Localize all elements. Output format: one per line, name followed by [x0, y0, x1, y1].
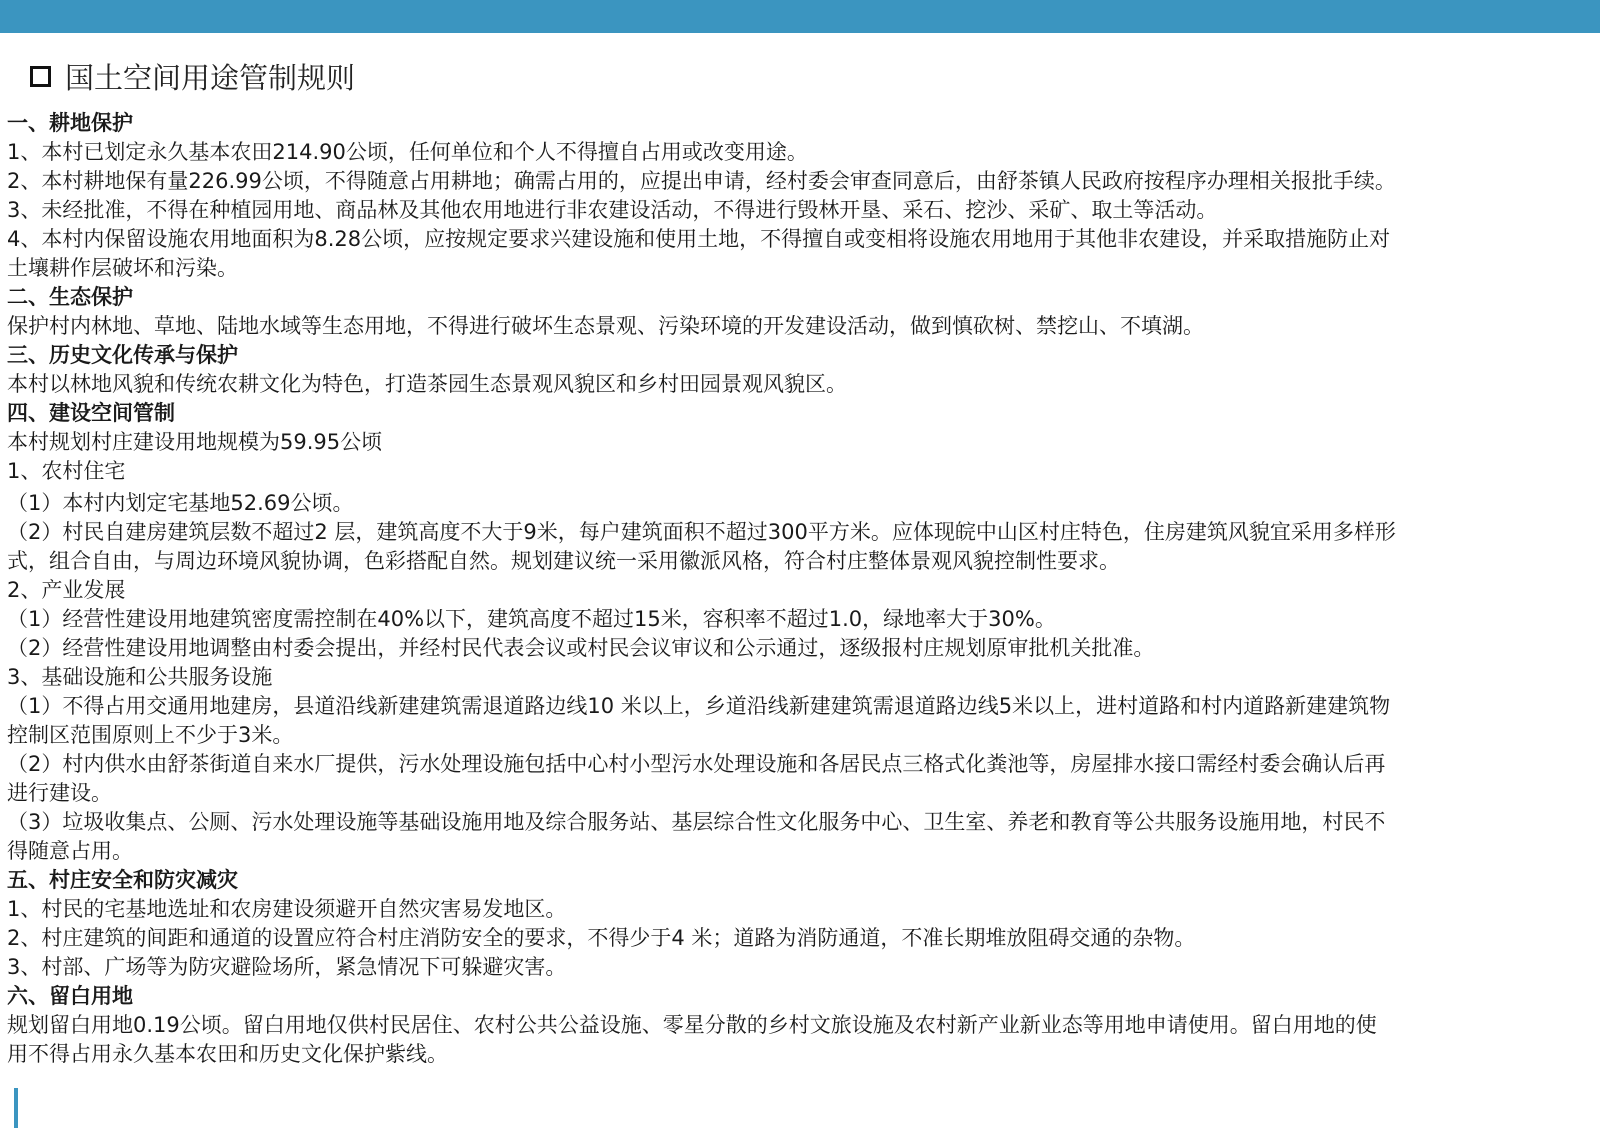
body-text-line: （2）经营性建设用地调整由村委会提出，并经村民代表会议或村民会议审议和公示通过，逐级报村庄规划原审批机关批准。 — [7, 636, 1155, 660]
body-text-line: 4、本村内保留设施农用地面积为8.28公顷，应按规定要求兴建设施和使用土地，不得擅自或变相将设施农用地用于其他非农建设，并采取措施防止对 — [7, 227, 1391, 251]
body-text-line: （1）不得占用交通用地建房，县道沿线新建建筑需退道路边线10 米以上，乡道沿线新建建筑需退道路边线5米以上，进村道路和村内道路新建建筑物 — [7, 694, 1391, 718]
section-heading: 三、历史文化传承与保护 — [7, 343, 238, 367]
body-text-line: 规划留白用地0.19公顷。留白用地仅供村民居住、农村公共公益设施、零星分散的乡村文旅设施及农村新产业新业态等用地申请使用。留白用地的使 — [7, 1013, 1377, 1037]
square-bullet-icon — [30, 66, 51, 87]
left-accent-marker — [14, 1088, 18, 1128]
body-text-line: 3、村部、广场等为防灾避险场所，紧急情况下可躲避灾害。 — [7, 955, 567, 979]
section-heading: 四、建设空间管制 — [7, 401, 175, 425]
body-text-line: （2）村内供水由舒茶街道自来水厂提供，污水处理设施包括中心村小型污水处理设施和各居民点三格式化粪池等，房屋排水接口需经村委会确认后再 — [7, 752, 1386, 776]
slide-title-row — [30, 56, 355, 96]
body-text-line: 本村以林地风貌和传统农耕文化为特色，打造茶园生态景观风貌区和乡村田园景观风貌区。 — [7, 372, 847, 396]
body-text-line: 3、未经批准，不得在种植园用地、商品林及其他农用地进行非农建设活动，不得进行毁林开垦、采石、挖沙、采矿、取土等活动。 — [7, 198, 1218, 222]
body-text-line: 式，组合自由，与周边环境风貌协调，色彩搭配自然。规划建议统一采用徽派风格，符合村庄整体景观风貌控制性要求。 — [7, 549, 1120, 573]
body-text-line: （2）村民自建房建筑层数不超过2 层，建筑高度不大于9米，每户建筑面积不超过300平方米。应体现皖中山区村庄特色，住房建筑风貌宜采用多样形 — [7, 520, 1396, 544]
body-text-line: 控制区范围原则上不少于3米。 — [7, 723, 294, 747]
header-accent-bar — [0, 0, 1600, 33]
body-text-line: 土壤耕作层破坏和污染。 — [7, 256, 238, 280]
slide-title: 国土空间用途管制规则 — [65, 60, 356, 95]
body-text-line: 2、产业发展 — [7, 578, 126, 602]
body-text-line: 3、基础设施和公共服务设施 — [7, 665, 273, 689]
body-text-line: 用不得占用永久基本农田和历史文化保护紫线。 — [7, 1042, 448, 1066]
section-heading: 二、生态保护 — [7, 285, 133, 309]
body-text-line: （3）垃圾收集点、公厕、污水处理设施等基础设施用地及综合服务站、基层综合性文化服务中心、卫生室、养老和教育等公共服务设施用地，村民不 — [7, 810, 1386, 834]
section-heading: 一、耕地保护 — [7, 111, 133, 135]
section-heading: 六、留白用地 — [7, 984, 133, 1008]
body-text-line: 保护村内林地、草地、陆地水域等生态用地，不得进行破坏生态景观、污染环境的开发建设活动，做到慎砍树、禁挖山、不填湖。 — [7, 314, 1204, 338]
body-text-line: 1、村民的宅基地选址和农房建设须避开自然灾害易发地区。 — [7, 897, 567, 921]
body-text-line: 得随意占用。 — [7, 839, 133, 863]
body-text-line: （1）经营性建设用地建筑密度需控制在40%以下，建筑高度不超过15米，容积率不超过1.0，绿地率大于30%。 — [7, 607, 1056, 631]
body-text-line: （1）本村内划定宅基地52.69公顷。 — [7, 491, 354, 515]
body-text-line: 1、农村住宅 — [7, 459, 126, 483]
body-text-line: 本村规划村庄建设用地规模为59.95公顷 — [7, 430, 383, 454]
section-heading: 五、村庄安全和防灾减灾 — [7, 868, 238, 892]
body-text-line: 2、本村耕地保有量226.99公顷，不得随意占用耕地；确需占用的，应提出申请，经村委会审查同意后，由舒茶镇人民政府按程序办理相关报批手续。 — [7, 169, 1396, 193]
body-text-line: 1、本村已划定永久基本农田214.90公顷，任何单位和个人不得擅自占用或改变用途。 — [7, 140, 808, 164]
body-text-line: 进行建设。 — [7, 781, 112, 805]
body-text-line: 2、村庄建筑的间距和通道的设置应符合村庄消防安全的要求，不得少于4 米；道路为消防通道，不准长期堆放阻碍交通的杂物。 — [7, 926, 1196, 950]
document-body — [7, 109, 1591, 1069]
